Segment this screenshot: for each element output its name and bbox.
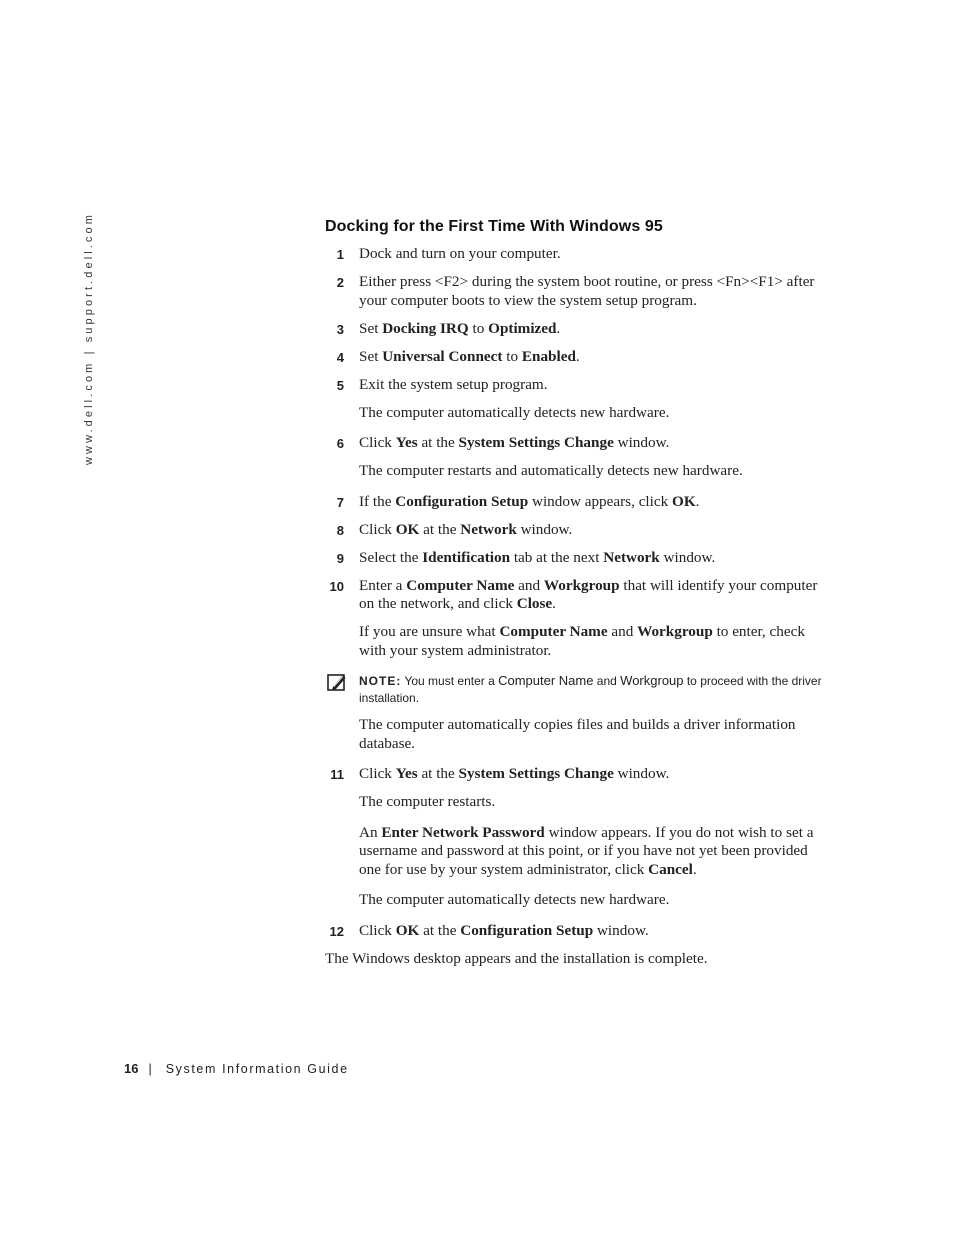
step-item bbox=[325, 765, 825, 784]
pencil-note-icon bbox=[327, 672, 347, 692]
step-number: 1 bbox=[336, 247, 344, 262]
step-number: 12 bbox=[329, 923, 344, 939]
section-title: Docking for the First Time With Windows 95 bbox=[325, 218, 663, 235]
note-block bbox=[325, 672, 825, 707]
step-text: Select the Identification tab at the next Network window. bbox=[359, 548, 716, 566]
step-number: 11 bbox=[330, 767, 344, 782]
step-number: 6 bbox=[336, 436, 344, 451]
step-text: Set Universal Connect to Enabled. bbox=[359, 347, 580, 365]
step-text: Click Yes at the System Settings Change window. bbox=[359, 434, 670, 451]
step-paragraph: The computer restarts. bbox=[359, 793, 496, 810]
step-text: Click OK at the Network window. bbox=[359, 520, 573, 538]
step-item bbox=[325, 273, 825, 310]
guide-title: System Information Guide bbox=[165, 1062, 349, 1076]
step-item bbox=[325, 434, 825, 453]
step-number: 9 bbox=[336, 550, 344, 566]
step-item bbox=[325, 376, 825, 395]
step-text: Click OK at the Configuration Setup window. bbox=[359, 921, 649, 939]
side-url: www.dell.com | support.dell.com bbox=[83, 211, 95, 465]
step-number: 10 bbox=[329, 578, 344, 594]
step-text: Exit the system setup program. bbox=[359, 375, 548, 393]
step-paragraph: The computer automatically detects new hardware. bbox=[359, 891, 670, 908]
step-number: 3 bbox=[336, 321, 344, 337]
step-paragraph: The computer automatically detects new hardware. bbox=[359, 403, 670, 421]
step-text: If the Configuration Setup window appears, click OK. bbox=[359, 492, 700, 510]
step-item bbox=[325, 922, 825, 941]
footer-separator: | bbox=[148, 1062, 152, 1076]
page-number: 16 bbox=[124, 1061, 139, 1076]
step-item bbox=[325, 493, 825, 512]
note-text: You must enter a Computer Name and Workgroup to proceed with the driver installation. bbox=[359, 673, 822, 705]
step-text: Set Docking IRQ to Optimized. bbox=[359, 319, 561, 337]
step-paragraph: The computer restarts and automatically detects new hardware. bbox=[359, 462, 743, 479]
step-text: Click Yes at the System Settings Change window. bbox=[359, 765, 670, 782]
step-item bbox=[325, 320, 825, 339]
step-item bbox=[325, 577, 825, 614]
step-number: 7 bbox=[336, 494, 344, 510]
step-text: Either press <F2> during the system boot routine, or press <Fn><F1> after your computer boots to view the system setup program. bbox=[359, 273, 815, 309]
note-label: NOTE: bbox=[359, 674, 402, 688]
step-item bbox=[325, 348, 825, 367]
step-text: Dock and turn on your computer. bbox=[359, 245, 561, 262]
step-number: 4 bbox=[336, 349, 344, 365]
step-paragraph: If you are unsure what Computer Name and Workgroup to enter, check with your system administrator. bbox=[359, 623, 805, 659]
step-number: 5 bbox=[336, 377, 344, 393]
step-paragraph: The computer automatically copies files and builds a driver information database. bbox=[359, 716, 796, 752]
main-content bbox=[325, 218, 825, 968]
step-number: 2 bbox=[336, 275, 344, 290]
closing-sentence: The Windows desktop appears and the installation is complete. bbox=[325, 949, 708, 967]
page-footer bbox=[124, 1061, 349, 1076]
step-text: Enter a Computer Name and Workgroup that will identify your computer on the network, and click Close. bbox=[359, 576, 818, 612]
step-item bbox=[325, 549, 825, 568]
step-paragraph: An Enter Network Password window appears. If you do not wish to set a username and password at this point, or if you have not yet been provided one for use by your system administrator, click Cancel. bbox=[359, 823, 814, 878]
step-item bbox=[325, 245, 825, 264]
step-number: 8 bbox=[336, 522, 344, 538]
steps-list bbox=[325, 245, 825, 940]
step-item bbox=[325, 521, 825, 540]
